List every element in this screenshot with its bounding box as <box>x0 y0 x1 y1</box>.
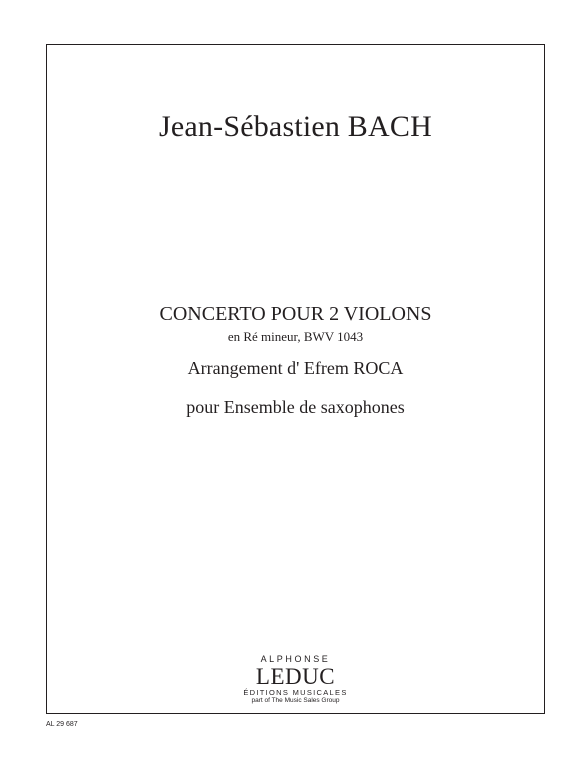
catalog-number: AL 29 687 <box>46 721 78 728</box>
work-title: CONCERTO POUR 2 VIOLONS <box>159 303 432 325</box>
composer-name: Jean-Sébastien BACH <box>159 110 432 143</box>
work-subtitle: en Ré mineur, BWV 1043 <box>227 329 364 344</box>
ensemble-line: pour Ensemble de saxophones <box>186 397 405 417</box>
publisher-logo-editions: ÉDITIONS MUSICALES <box>243 688 348 697</box>
cover-frame <box>46 44 545 714</box>
publisher-logo-top: ALPHONSE <box>260 654 331 664</box>
publisher-group: part of The Music Sales Group <box>251 696 340 704</box>
arranger-credit: Arrangement d' Efrem ROCA <box>187 358 404 378</box>
publisher-logo <box>47 655 544 704</box>
publisher-logo-name: LEDUC <box>255 664 336 689</box>
